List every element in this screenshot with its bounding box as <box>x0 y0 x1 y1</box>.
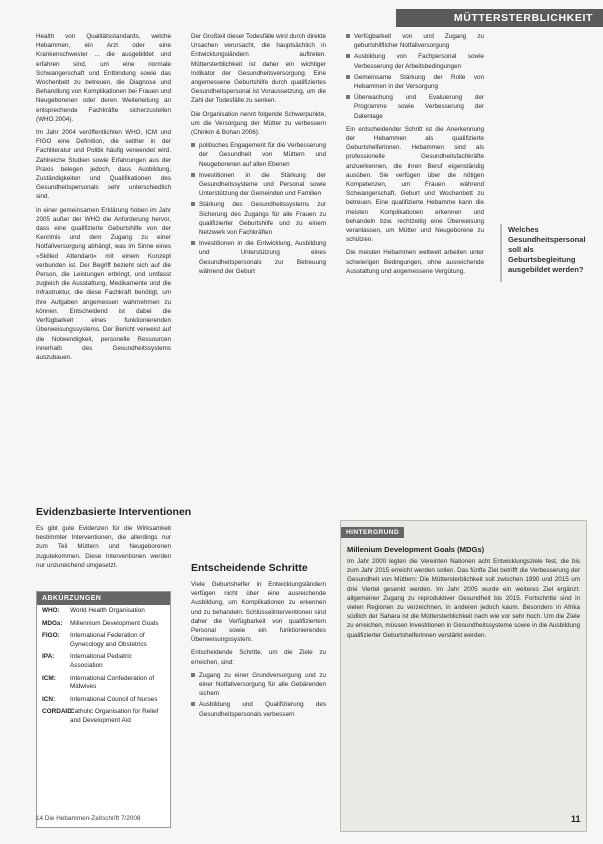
side-question: Welches Gesundheitspersonal soll als Geburtsbegleitung ausgebildet werden? <box>508 225 586 274</box>
column-3 <box>346 32 484 280</box>
abbrev-key: IPA: <box>42 653 55 661</box>
abbrev-value: International Pediatric Association <box>70 653 132 669</box>
list-item: Investitionen in die Entwicklung, Ausbildung und Unterstützung eines Gesundheitspersonals zur Betreuung während der Geburt <box>191 239 326 276</box>
list-item: Verfügbarkeit von und Zugang zu geburtshilflicher Notfallversorgung <box>346 32 484 50</box>
list-item: Überwachung und Evaluierung der Programme sowie Verbesserung der Datenlage <box>346 93 484 121</box>
abbrev-row <box>37 706 170 727</box>
abbrev-value: Catholic Organisation for Relief and Development Aid <box>70 708 159 724</box>
list-item: Ausbildung von Fachpersonal sowie Verbesserung der Arbeitsbedingungen <box>346 52 484 70</box>
column-2 <box>191 32 326 280</box>
steps-text <box>191 580 326 723</box>
abbrev-row <box>37 618 170 631</box>
abbrev-key: WHO: <box>42 607 60 614</box>
col3-paragraph-2: Die meisten Hebammen weltweit arbeiten unter schwierigen Bedingungen, ohne ausreichende Ausstattung und angemessene Vergütung. <box>346 249 484 275</box>
background-box <box>340 520 587 832</box>
steps-paragraph-2: Entscheidende Schritte, um die Ziele zu erreichen, sind: <box>191 649 326 666</box>
abbrev-row <box>37 694 170 707</box>
abbrev-key: MDGs: <box>42 619 63 627</box>
abbrev-value: International Council of Nurses <box>70 695 158 703</box>
abbrev-key: CORDAID: <box>42 708 74 716</box>
abbrev-row <box>37 673 170 694</box>
page-footer: 14 Die Hebammen-Zeitschrift 7/2008 <box>36 815 141 822</box>
col1-paragraph-1: Health von Qualitätsstandards, welche Hebammen, ein Arzt oder eine Krankenschwester ... die ausgebildet und erfahren sind, um eine normale Schwangerschaft und Entbindung sowie das Wochenbett zu betreuen, die Diagnose und Behandlung von Komplikationen bei Frauen und Neugeborenen oder deren Weiterleitung an entsprechende Fachkräfte sicherzustellen (WHO 2004). <box>36 33 171 123</box>
background-text: Im Jahr 2000 legten die Vereinten Nationen acht Entwicklungsziele fest, die bis zum Jahr 2015 erreicht werden sollen. Das fünfte Ziel betrifft die Verbesserung der Gesundheit von Müttern: Die Müttersterblichkeit soll zwischen 1990 und 2015 um drei Viertel gesenkt werden. Im Jahr 2005 wurde ein weiteres Ziel ergänzt: allgemeiner Zugang zu reproduktiver Gesundheit bis 2015. Fortschritte sind in vielen Regionen zu verzeichnen, in anderen jedoch kaum. Besonders in Afrika südlich der Sahara ist die Müttersterblichkeit nach wie vor sehr hoch. Um die Ziele zu erreichen, müssen Investitionen in Gesundheitssysteme sowie in die Ausbildung qualifizierter Geburtshelferinnen verstärkt werden. <box>347 558 580 639</box>
evidence-text <box>36 524 171 574</box>
evidence-paragraph: Es gibt gute Evidenzen für die Wirksamkeit bestimmter Interventionen, die allerdings nur zum Teil Müttern und Neugeborenen zugutekommen. Diese Interventionen werden nur unzureichend umgesetzt. <box>36 525 171 569</box>
page-number: 11 <box>571 814 581 824</box>
abbrev-value: International Confederation of Midwives <box>70 674 155 691</box>
list-item: Investitionen in die Stärkung der Gesundheitssysteme und Personal sowie Unterstützung der Gemeinden und Familien <box>191 171 326 199</box>
abbrev-row <box>37 605 170 618</box>
col3-paragraph-1: Ein entscheidender Schritt ist die Anerkennung der Hebammen als qualifizierte Geburtshelferinnen. Hebammen sind als professionelle Gesundheitsfachkräfte anzuerkennen, die ihren Beruf eigenständig ausüben. Sie verfügen über die nötigen Kompetenzen, um Frauen während Schwangerschaft, Geburt und Wochenbett zu betreuen. Eine qualifizierte Hebamme kann die meisten Komplikationen erkennen und behandeln bzw. rechtzeitig eine Überweisung veranlassen, um Mütter und Neugeborene zu schützen. <box>346 125 484 244</box>
col3-bullet-list <box>346 32 484 121</box>
abbrev-value: World Health Organisation <box>70 607 145 614</box>
abbrev-row <box>37 651 170 672</box>
heading-steps: Entscheidende Schritte <box>191 562 308 574</box>
section-banner <box>396 9 603 27</box>
abbreviations-heading: ABKÜRZUNGEN <box>37 592 170 605</box>
col2-bullet-list <box>191 141 326 276</box>
steps-bullet-list <box>191 671 326 719</box>
abbrev-value: International Federation of Gynecology and Obstetrics <box>70 632 147 648</box>
section-title: MÜTTERSTERBLICHKEIT <box>453 12 593 24</box>
abbrev-key: FIGO: <box>42 632 60 640</box>
list-item: Gemeinsame Stärkung der Rolle von Hebammen in der Versorgung <box>346 73 484 91</box>
abbrev-key: ICN: <box>42 695 56 703</box>
list-item: Ausbildung und Qualifizierung des Gesundheitspersonals verbessern <box>191 700 326 718</box>
background-heading: HINTERGRUND <box>341 527 404 538</box>
col1-paragraph-3: In einer gemeinsamen Erklärung hoben im Jahr 2005 außer der WHO die Anforderung hervor, dass eine qualifizierte Geburtshilfe von der Kenntnis und dem Zugang zu einer Notfallversorgung abhängt, was im Sinne eines »Skilled Attendant« mit einem Konzept verbunden ist. Der Begriff bezieht sich auf die Person, die Leistungen erbringt, und umfasst zugleich die Ausstattung, Medikamente und die Infrastruktur, die diese Fachkraft benötigt, um ihre Aufgaben angemessen wahrnehmen zu können. Entscheidend ist dabei die Verfügbarkeit eines funktionierenden Überweisungssystems. Der Bericht verweist auf die Notwendigkeit, personelle Ressourcen innerhalb des Gesundheitssystems auszubauen. <box>36 206 171 361</box>
background-title: Millenium Development Goals (MDGs) <box>347 545 485 554</box>
list-item: Stärkung des Gesundheitssystems zur Sicherung des Zugangs für alle Frauen zu qualifizierter Geburtshilfe und zu einem Netzwerk von Fachkräften <box>191 200 326 237</box>
col1-paragraph-2: Im Jahr 2004 veröffentlichten WHO, ICM und FIGO eine Definition, die seither in der Fachliteratur und Politik häufig verwendet wird. Zahlreiche Studien sowie Erfahrungen aus der Praxis belegen jedoch, dass Ausbildung, Zuständigkeiten und Qualifikationen des Gesundheitspersonals sehr unterschiedlich sind. <box>36 129 171 201</box>
column-1 <box>36 32 171 366</box>
col2-paragraph-1: Der Großteil dieser Todesfälle wird durch direkte Ursachen verursacht, die hauptsächlich in Entwicklungsländern auftreten. Müttersterblichkeit ist daher ein wichtiger Indikator der Gesundheitsversorgung. Eine angemessene Geburtshilfe durch qualifiziertes Gesundheitspersonal ist Voraussetzung, um die Zahl der Todesfälle zu senken. <box>191 33 326 105</box>
col2-paragraph-2: Die Organisation nennt folgende Schwerpunkte, um die Versorgung der Mütter zu verbessern (Chinkin & Bohan 2006): <box>191 110 326 137</box>
list-item: politisches Engagement für die Verbesserung der Gesundheit von Müttern und Neugeborenen auf allen Ebenen <box>191 141 326 169</box>
abbreviations-box <box>36 591 171 828</box>
steps-paragraph-1: Viele Geburtshelfer in Entwicklungsländern verfügen nicht über eine ausreichende Ausbildung, um Komplikationen zu erkennen und zu behandeln. Schlüsselinterventionen sind daher die Verfügbarkeit von qualifiziertem Personal sowie ein funktionierendes Überweisungssystem. <box>191 581 326 644</box>
heading-evidence: Evidenzbasierte Interventionen <box>36 506 192 518</box>
abbrev-value: Millennium Development Goals <box>70 619 159 627</box>
side-question-bar <box>500 224 502 282</box>
abbrev-row <box>37 630 170 651</box>
abbrev-key: ICM: <box>42 674 56 682</box>
list-item: Zugang zu einer Grundversorgung und zu einer Notfallversorgung für alle Gebärenden sichern <box>191 671 326 699</box>
